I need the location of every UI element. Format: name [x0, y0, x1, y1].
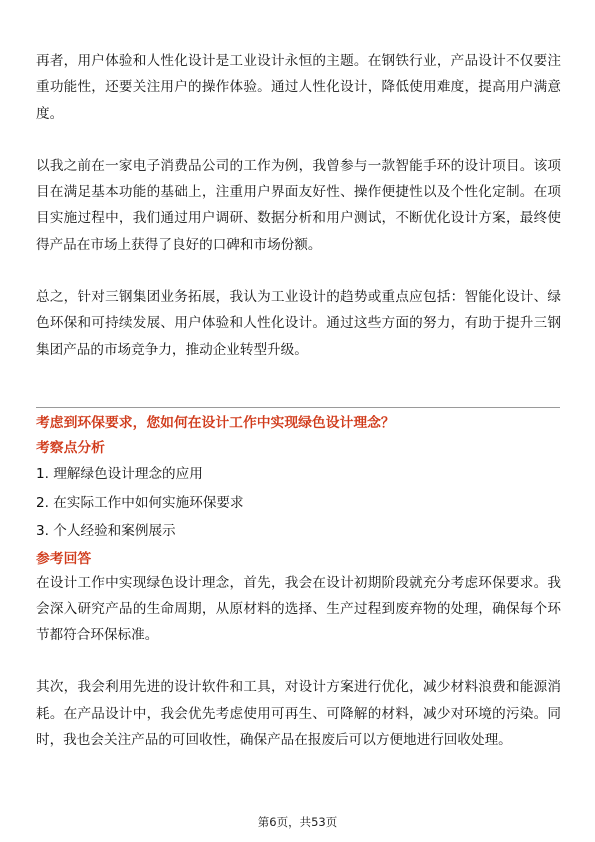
analysis-list [36, 460, 561, 546]
page-number-footer: 第6页，共53页 [257, 815, 338, 829]
paragraph-summary: 总之，针对三钢集团业务拓展，我认为工业设计的趋势或重点应包括：智能化设计、绿色环保和可持续发展、用户体验和人性化设计。通过这些方面的努力，有助于提升三钢集团产品的市场竞争力，推动企业转型升级。 [36, 289, 561, 358]
list-item: 2. 在实际工作中如何实施环保要求 [36, 494, 244, 511]
analysis-heading: 考察点分析 [36, 440, 105, 456]
answer-paragraph-2: 其次，我会利用先进的设计软件和工具，对设计方案进行优化，减少材料浪费和能源消耗。在产品设计中，我会优先考虑使用可再生、可降解的材料，减少对环境的污染。同时，我也会关注产品的可回收性，确保产品在报废后可以方便地进行回收处理。 [36, 679, 561, 748]
answer-heading: 参考回答 [36, 550, 92, 567]
document-body-top [36, 48, 561, 363]
question-section [36, 410, 561, 753]
list-item: 1. 理解绿色设计理念的应用 [36, 466, 203, 482]
list-item: 3. 个人经验和案例展示 [36, 523, 176, 539]
section-divider [36, 407, 560, 408]
answer-paragraph-1: 在设计工作中实现绿色设计理念，首先，我会在设计初期阶段就充分考虑环保要求。我会深入研究产品的生命周期，从原材料的选择、生产过程到废弃物的处理，确保每个环节都符合环保标准。 [36, 574, 561, 644]
paragraph-case-example: 以我之前在一家电子消费品公司的工作为例，我曾参与一款智能手环的设计项目。该项目在满足基本功能的基础上，注重用户界面友好性、操作便捷性以及个性化定制。在项目实施过程中，我们通过用户调研、数据分析和用户测试，不断优化设计方案，最终使得产品在市场上获得了良好的口碑和市场份额。 [36, 157, 561, 253]
question-title: 考虑到环保要求，您如何在设计工作中实现绿色设计理念？ [36, 415, 395, 431]
paragraph-user-experience: 再者，用户体验和人性化设计是工业设计永恒的主题。在钢铁行业，产品设计不仅要注重功能性，还要关注用户的操作体验。通过人性化设计，降低使用难度，提高用户满意度。 [36, 53, 561, 122]
